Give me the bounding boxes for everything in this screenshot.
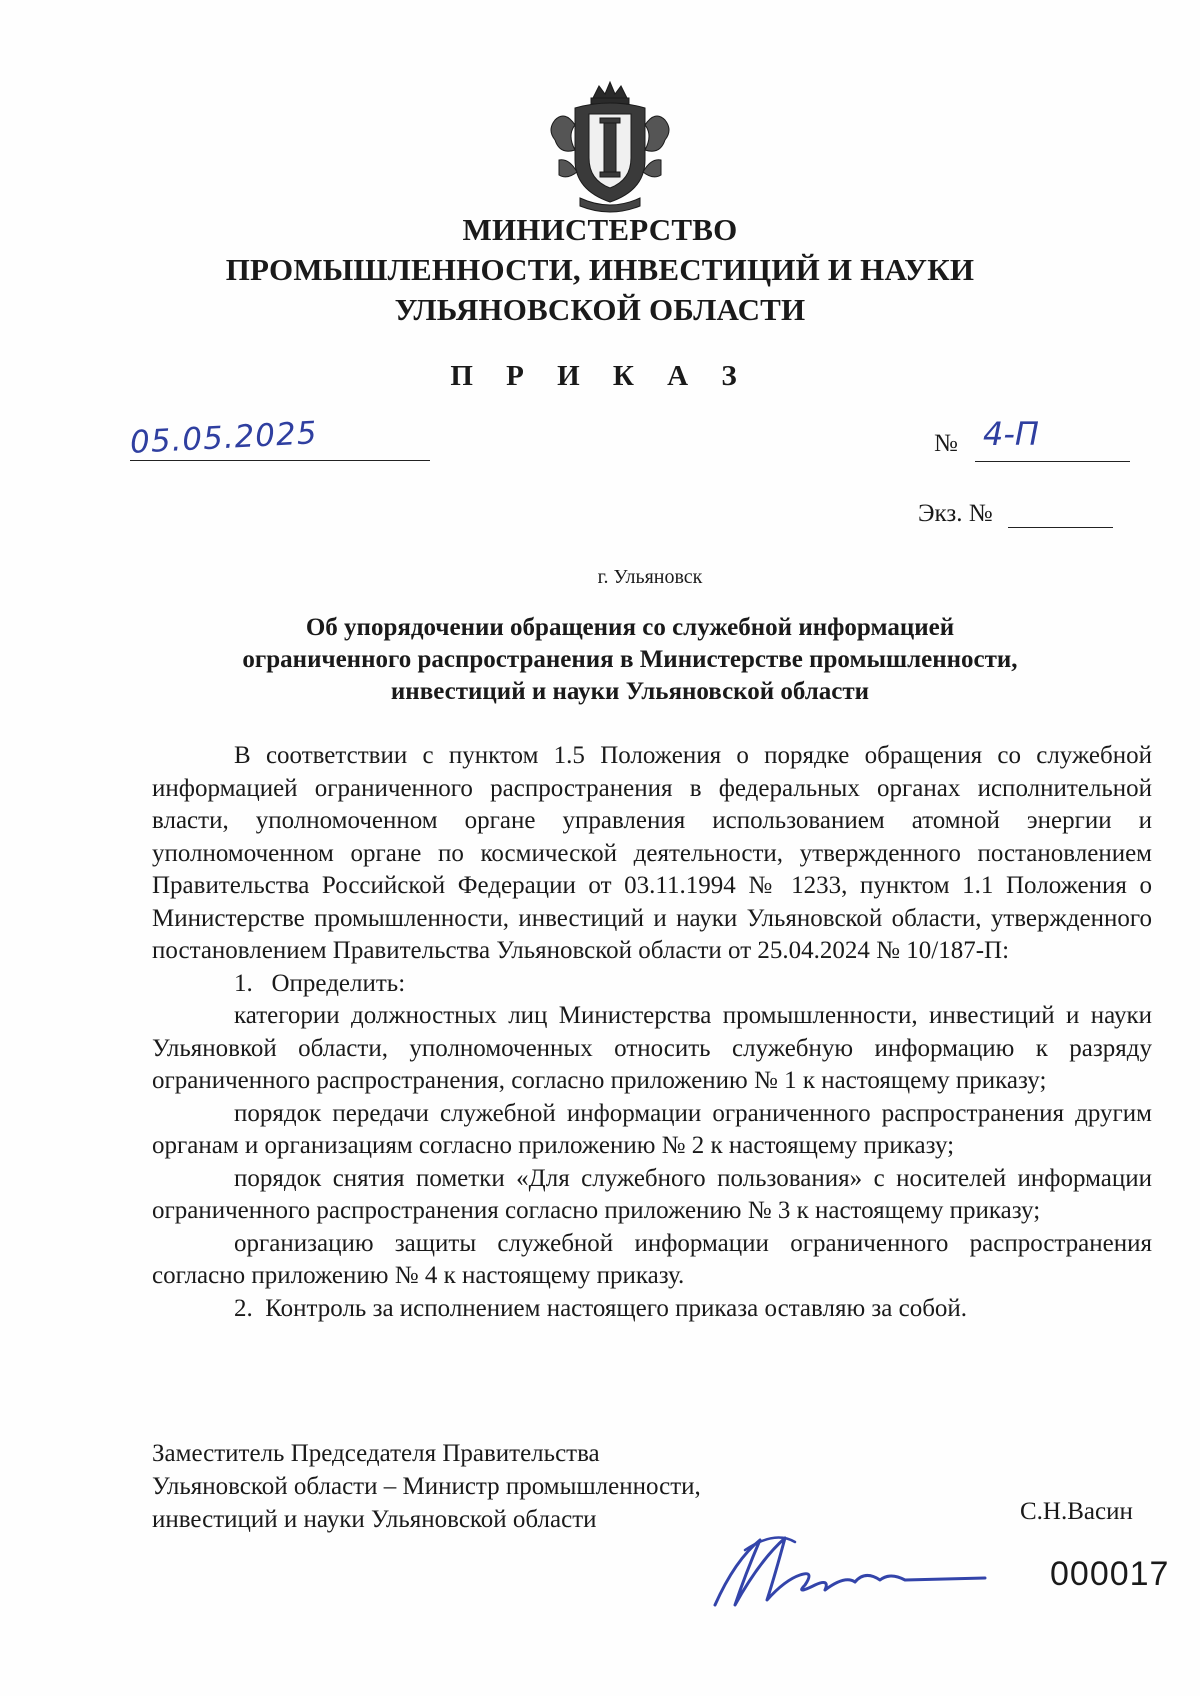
handwritten-date: 05.05.2025 xyxy=(129,415,319,461)
item-1-protection: организацию защиты служебной информации ограниченного распространения согласно приложению № 4 к настоящему приказу. xyxy=(152,1229,1152,1289)
title-line-1: Об упорядочении обращения со служебной информацией xyxy=(305,614,955,641)
ministry-line-1: МИНИСТЕРСТВО xyxy=(462,212,738,247)
position-line-1: Заместитель Председателя Правительства xyxy=(152,1440,600,1467)
document-body xyxy=(152,740,1152,1325)
item-1-transfer-order: порядок передачи служебной информации ограниченного распространения другим органам и организациям согласно приложению № 2 к настоящему приказу; xyxy=(152,1099,1152,1159)
title-line-2: ограниченного распространения в Министерстве промышленности, xyxy=(242,646,1018,673)
title-line-3: инвестиций и науки Ульяновской области xyxy=(390,678,870,705)
coat-of-arms-emblem xyxy=(545,80,675,215)
preamble-paragraph: В соответствии с пунктом 1.5 Положения о порядке обращения со служебной информацией ограниченного распространения в федеральных органах исполнительной власти, уполномоченном органе управления использованием атомной энергии и уполномоченном органе по космической деятельности, утвержденного постановлением Правительства Российской Федерации от 03.11.1994 № 1233, пунктом 1.1 Положения о Министерстве промышленности, инвестиций и науки Ульяновской области, утвержденного постановлением Правительства Ульяновской области от 25.04.2024 № 10/187-П: xyxy=(152,742,1152,964)
item-2: 2. Контроль за исполнением настоящего приказа оставляю за собой. xyxy=(234,1294,968,1322)
document-title xyxy=(160,612,1100,708)
handwritten-signature xyxy=(705,1520,995,1620)
item-1-categories: категории должностных лиц Министерства промышленности, инвестиций и науки Ульяновкой области, уполномоченных относить служебную информацию к разряду ограниченного распространения, согласно приложению № 1 к настоящему приказу; xyxy=(152,1002,1152,1094)
signer-name: С.Н.Васин xyxy=(1020,1498,1133,1525)
ministry-line-3: УЛЬЯНОВСКОЙ ОБЛАСТИ xyxy=(394,292,806,327)
copy-number-label: Экз. № xyxy=(918,500,993,527)
ministry-heading xyxy=(0,210,1200,330)
copy-number-field xyxy=(1008,498,1113,528)
item-1-mark-removal: порядок снятия пометки «Для служебного пользования» с носителей информации ограниченного распространения согласно приложению № 3 к настоящему приказу; xyxy=(152,1164,1152,1224)
number-label: № xyxy=(934,430,958,457)
position-line-3: инвестиций и науки Ульяновской области xyxy=(152,1506,597,1533)
document-type: П Р И К А З xyxy=(450,360,750,392)
serial-number: 000017 xyxy=(1050,1555,1170,1593)
item-1: 1. Определить: xyxy=(234,969,406,997)
handwritten-number: 4-П xyxy=(983,415,1039,453)
position-line-2: Ульяновской области – Министр промышленности, xyxy=(152,1473,701,1500)
city: г. Ульяновск xyxy=(597,566,703,588)
number-field xyxy=(975,415,1130,462)
ministry-line-2: ПРОМЫШЛЕННОСТИ, ИНВЕСТИЦИЙ И НАУКИ xyxy=(225,252,975,287)
date-field xyxy=(129,415,430,461)
